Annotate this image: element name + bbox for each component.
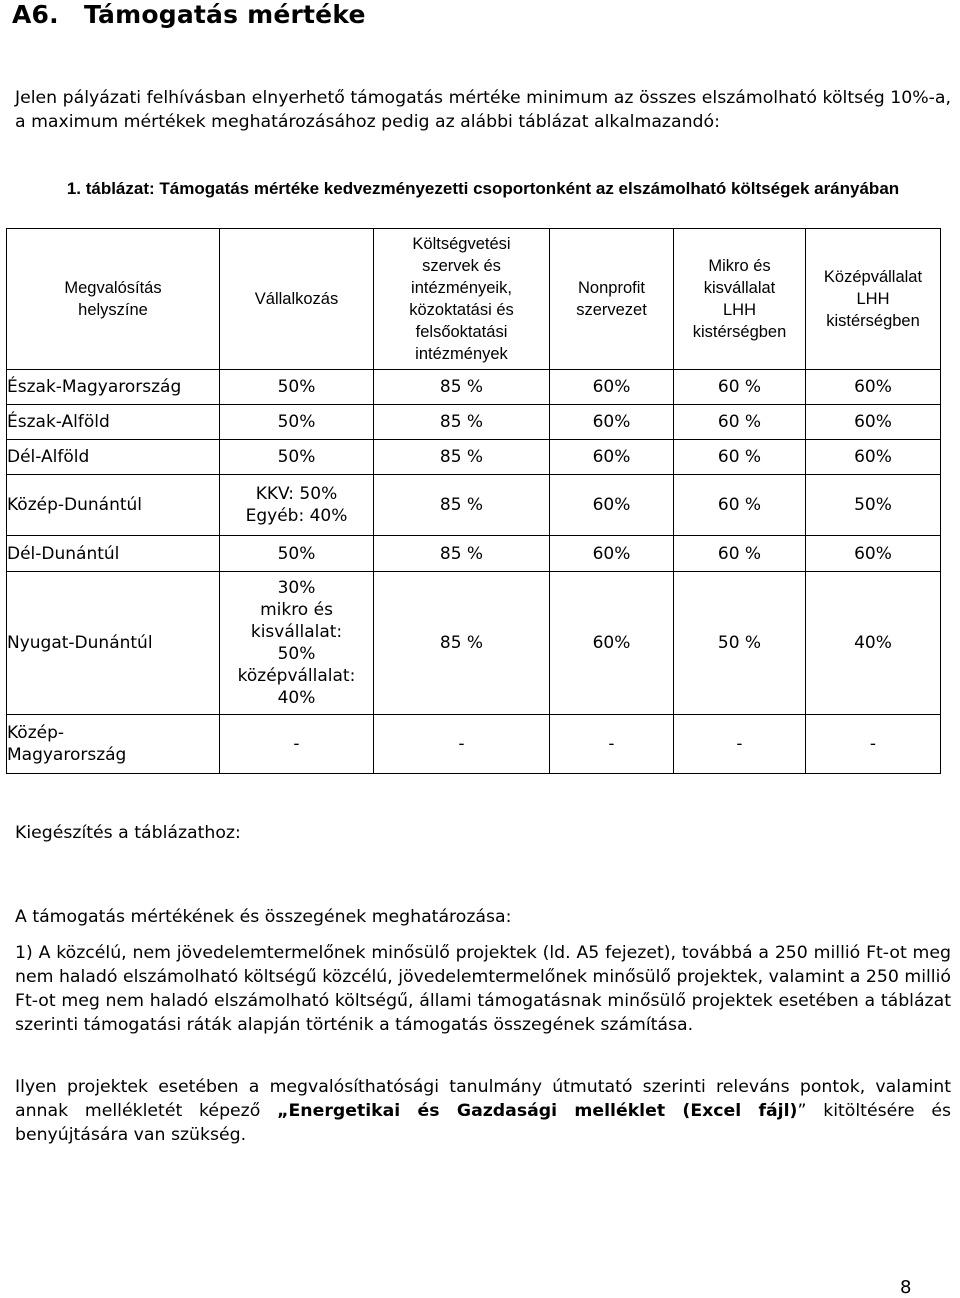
section-number: A6. <box>12 0 59 29</box>
table-body <box>7 370 941 774</box>
rate-cell <box>374 475 550 536</box>
rate-value: 60% <box>592 633 631 653</box>
rate-cell <box>806 405 941 440</box>
paragraph-2 <box>15 1075 951 1147</box>
table-header-row <box>7 229 941 370</box>
intro-paragraph: Jelen pályázati felhívásban elnyerhető támogatás mértéke minimum az összes elszámolható költség 10%-a, a maximum mértékek meghatározásához pedig az alábbi táblázat alkalmazandó: <box>15 88 951 132</box>
rate-cell <box>806 536 941 572</box>
rate-cell <box>674 536 806 572</box>
rate-cell <box>220 370 374 405</box>
header-cell-line: Vállalkozás <box>254 290 339 308</box>
rate-value: 60 % <box>717 543 762 564</box>
rate-value: 50% <box>277 543 316 564</box>
header-cell-0 <box>7 229 220 370</box>
rate-value: - <box>608 734 615 754</box>
support-rate-table <box>6 228 941 774</box>
region-name: Észak-Magyarország <box>7 377 182 397</box>
rate-value: 60% <box>592 377 631 397</box>
header-cell-3 <box>550 229 674 370</box>
region-cell <box>7 440 220 475</box>
region-name: Közép-Dunántúl <box>7 495 143 515</box>
paragraph-2-close-quote: ” <box>797 1101 807 1121</box>
rate-cell <box>220 405 374 440</box>
region-cell <box>7 715 220 774</box>
section-title: Támogatás mértéke <box>84 0 366 29</box>
rate-cell <box>220 536 374 572</box>
header-cell-line: kistérségben <box>826 312 920 330</box>
rate-value: 60 % <box>717 377 762 397</box>
rate-value: középvállalat: <box>237 666 356 686</box>
rate-value: KKV: 50% <box>255 484 338 504</box>
rate-cell <box>806 475 941 536</box>
rate-value: 50% <box>277 377 316 397</box>
rate-cell <box>550 440 674 475</box>
rate-value: 50 % <box>717 633 762 653</box>
region-cell <box>7 370 220 405</box>
rate-value: - <box>869 734 877 754</box>
rate-value: mikro és <box>260 600 333 620</box>
rate-value: - <box>293 734 300 754</box>
table-row <box>7 440 941 475</box>
table-row <box>7 405 941 440</box>
header-cell-line: kistérségben <box>692 323 787 341</box>
header-cell-2 <box>374 229 550 370</box>
rate-cell <box>220 715 374 774</box>
rate-value: 85 % <box>439 412 484 432</box>
rate-cell <box>806 715 941 774</box>
header-cell-5 <box>806 229 941 370</box>
rate-cell <box>550 715 674 774</box>
header-cell-1 <box>220 229 374 370</box>
rate-value: 50% <box>277 447 316 467</box>
rate-cell <box>550 536 674 572</box>
header-cell-line: intézmények <box>415 345 508 363</box>
rate-value: 60% <box>592 543 631 564</box>
region-name: Észak-Alföld <box>7 412 110 432</box>
rate-value: kisvállalat: <box>250 622 343 642</box>
rate-cell <box>374 715 550 774</box>
region-cell <box>7 536 220 572</box>
rate-cell <box>674 370 806 405</box>
supplement-title: Kiegészítés a táblázathoz: <box>15 823 241 843</box>
section-heading <box>12 0 366 29</box>
rate-value: 60% <box>854 377 892 397</box>
region-name: Nyugat-Dunántúl <box>7 633 153 653</box>
rate-value: 50% <box>277 644 316 664</box>
rate-cell <box>550 572 674 715</box>
rate-cell <box>674 715 806 774</box>
paragraph-2-bold: Energetikai és Gazdasági melléklet (Excel fájl) <box>288 1101 798 1121</box>
paragraph-2-before: Ilyen projektek esetében a megvalósíthatósági tanulmány útmutató szerinti releváns pontok, valamint annak mellékletét képező <box>15 1077 951 1121</box>
header-cell-line: intézményeik, <box>411 279 512 297</box>
header-cell-line: LHH <box>722 301 756 319</box>
region-name: Dél-Dunántúl <box>7 543 120 564</box>
rate-cell <box>674 572 806 715</box>
header-cell-line: Mikro és <box>708 257 771 275</box>
rate-value: 60% <box>592 447 631 467</box>
table-row <box>7 370 941 405</box>
table-row <box>7 536 941 572</box>
header-cell-line: Nonprofit <box>578 279 645 297</box>
rate-cell <box>806 572 941 715</box>
rate-value: 85 % <box>439 543 484 564</box>
rate-cell <box>374 370 550 405</box>
rate-value: 50% <box>854 495 892 515</box>
rate-cell <box>550 475 674 536</box>
header-cell-line: szervezet <box>576 301 647 319</box>
rate-cell <box>374 405 550 440</box>
header-cell-line: Megvalósítás <box>64 279 162 297</box>
rate-cell <box>220 440 374 475</box>
rate-value: 60% <box>592 495 631 515</box>
paragraph-2-after: kitöltésére és benyújtására van szükség. <box>15 1101 952 1145</box>
rate-value: 85 % <box>439 377 484 397</box>
rate-value: Egyéb: 40% <box>245 506 348 526</box>
paragraph-1: 1) A közcélú, nem jövedelemtermelőnek minősülő projektek (ld. A5 fejezet), továbbá a 250 millió Ft-ot meg nem haladó elszámolható költségű közcélú, jövedelemtermelőnek minősülő projektek, valamint a 250 millió Ft-ot meg nem haladó elszámolható költségű, állami támogatásnak minősülő projektek esetében a táblázat szerinti támogatási ráták alapján történik a támogatás összegének számítása. <box>15 943 951 1035</box>
rate-cell <box>550 370 674 405</box>
rate-cell <box>674 405 806 440</box>
header-cell-line: közoktatási és <box>409 301 514 319</box>
header-cell-line: szervek és <box>422 257 501 275</box>
table-caption: 1. táblázat: Támogatás mértéke kedvezményezetti csoportonként az elszámolható költségek arányában <box>66 179 900 198</box>
rate-value: 40% <box>277 688 316 708</box>
table-row <box>7 475 941 536</box>
region-cell <box>7 405 220 440</box>
header-cell-line: kisvállalat <box>703 279 776 297</box>
rate-cell <box>374 536 550 572</box>
region-cell <box>7 572 220 715</box>
rate-value: - <box>736 734 743 754</box>
rate-value: 30% <box>277 578 316 598</box>
page-number: 8 <box>900 1277 912 1298</box>
header-cell-line: LHH <box>856 290 890 308</box>
region-name: Közép- <box>7 723 65 743</box>
rate-cell <box>374 440 550 475</box>
rate-cell <box>220 475 374 536</box>
rate-value: 85 % <box>439 495 484 515</box>
rate-value: 85 % <box>439 447 484 467</box>
region-name: Dél-Alföld <box>7 447 90 467</box>
header-cell-line: Költségvetési <box>412 235 511 253</box>
region-name: Magyarország <box>7 745 127 765</box>
rate-value: 60% <box>854 412 892 432</box>
rate-cell <box>674 440 806 475</box>
rate-cell <box>674 475 806 536</box>
rate-value: 50% <box>277 412 316 432</box>
paragraph-2-open-quote: „ <box>277 1101 289 1121</box>
header-cell-4 <box>674 229 806 370</box>
rate-value: 60 % <box>717 412 762 432</box>
table-row <box>7 715 941 774</box>
header-cell-line: helyszíne <box>78 301 148 319</box>
rate-value: 60 % <box>717 495 762 515</box>
rate-value: 60 % <box>717 447 762 467</box>
rate-cell <box>806 440 941 475</box>
determination-title: A támogatás mértékének és összegének meghatározása: <box>15 907 512 927</box>
rate-value: 85 % <box>439 633 484 653</box>
rate-cell <box>550 405 674 440</box>
header-cell-line: Középvállalat <box>823 268 923 286</box>
rate-cell <box>806 370 941 405</box>
rate-value: 60% <box>592 412 631 432</box>
rate-value: 40% <box>854 633 892 653</box>
rate-value: 60% <box>854 447 892 467</box>
rate-cell <box>220 572 374 715</box>
rate-value: - <box>458 734 465 754</box>
rate-cell <box>374 572 550 715</box>
table-row <box>7 572 941 715</box>
header-cell-line: felsőoktatási <box>415 323 508 341</box>
rate-value: 60% <box>854 543 892 564</box>
region-cell <box>7 475 220 536</box>
